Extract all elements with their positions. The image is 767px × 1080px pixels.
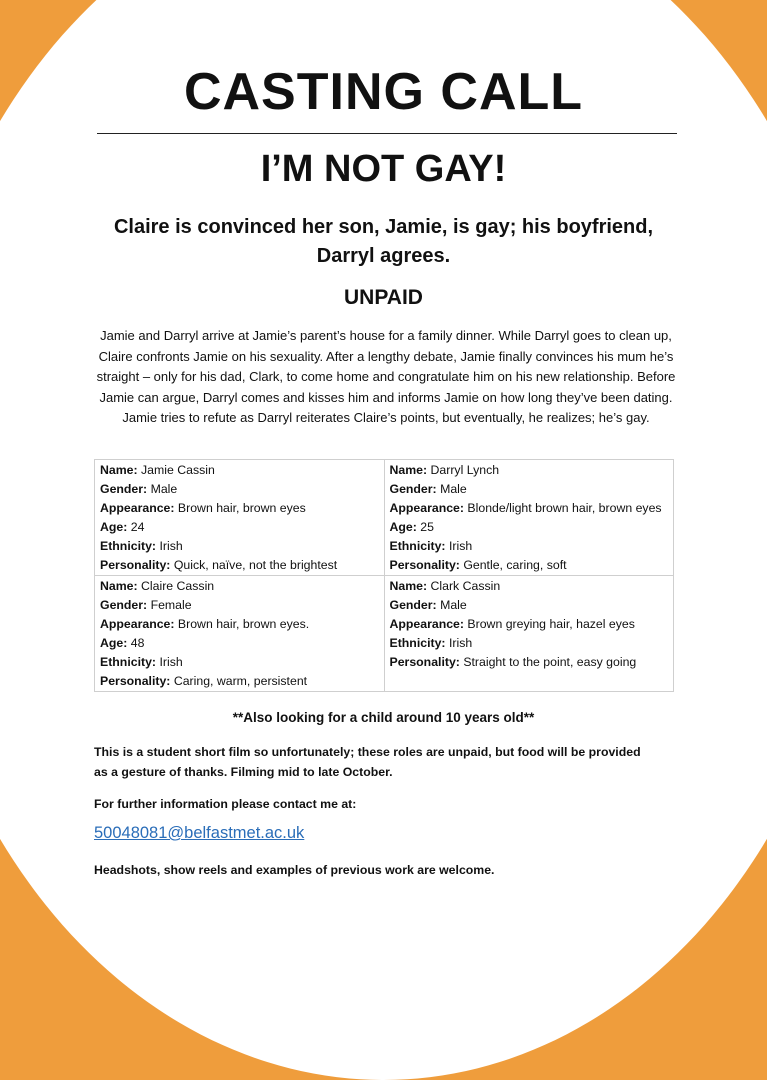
character-gender: Female: [150, 598, 192, 612]
gender-label: Gender:: [389, 598, 437, 612]
character-name: Clark Cassin: [430, 579, 501, 593]
character-name: Claire Cassin: [141, 579, 215, 593]
character-appearance: Brown hair, brown eyes.: [177, 617, 310, 631]
character-personality: Gentle, caring, soft: [463, 558, 567, 572]
character-appearance: Brown greying hair, hazel eyes: [467, 617, 635, 631]
ethnicity-label: Ethnicity:: [100, 539, 157, 553]
character-personality: Quick, naïve, not the brightest: [173, 558, 338, 572]
character-personality: Straight to the point, easy going: [463, 655, 637, 669]
character-gender: Male: [440, 482, 467, 496]
age-label: Age:: [100, 520, 128, 534]
name-label: Name:: [389, 579, 428, 593]
character-ethnicity: Irish: [448, 539, 473, 553]
table-row: [95, 576, 674, 692]
character-ethnicity: Irish: [159, 655, 183, 669]
character-gender: Male: [150, 482, 178, 496]
character-ethnicity: Irish: [159, 539, 183, 553]
character-age: 24: [130, 520, 145, 534]
personality-label: Personality:: [389, 558, 460, 572]
name-label: Name:: [100, 463, 138, 477]
personality-label: Personality:: [100, 674, 171, 688]
character-cell-claire: [95, 576, 385, 692]
age-label: Age:: [389, 520, 417, 534]
contact-prompt: For further information please contact me at:: [94, 797, 357, 811]
ethnicity-label: Ethnicity:: [389, 636, 446, 650]
pay-status: UNPAID: [344, 286, 423, 309]
character-name: Jamie Cassin: [141, 463, 215, 477]
child-role-note: **Also looking for a child around 10 years old**: [232, 710, 535, 725]
character-appearance: Blonde/light brown hair, brown eyes: [467, 501, 662, 515]
ethnicity-label: Ethnicity:: [389, 539, 446, 553]
character-age: 25: [420, 520, 434, 534]
personality-label: Personality:: [100, 558, 171, 572]
character-appearance: Brown hair, brown eyes: [177, 501, 306, 515]
page-title: CASTING CALL: [183, 63, 584, 121]
title-divider: [97, 133, 677, 134]
appearance-label: Appearance:: [100, 617, 175, 631]
gender-label: Gender:: [389, 482, 437, 496]
appearance-label: Appearance:: [389, 617, 464, 631]
appearance-label: Appearance:: [100, 501, 175, 515]
age-label: Age:: [100, 636, 128, 650]
contact-email-link[interactable]: 50048081@belfastmet.ac.uk: [94, 824, 305, 842]
appearance-label: Appearance:: [389, 501, 464, 515]
table-row: [95, 460, 674, 576]
character-ethnicity: Irish: [448, 636, 473, 650]
character-table: [94, 459, 674, 692]
gender-label: Gender:: [100, 598, 148, 612]
film-title: I’M NOT GAY!: [260, 148, 507, 190]
character-cell-darryl: [384, 460, 674, 576]
ethnicity-label: Ethnicity:: [100, 655, 157, 669]
character-gender: Male: [440, 598, 467, 612]
logline: Claire is convinced her son, Jamie, is gay; his boyfriend, Darryl agrees.: [113, 216, 654, 267]
closing-note: Headshots, show reels and examples of previous work are welcome.: [94, 863, 495, 877]
synopsis: Jamie and Darryl arrive at Jamie’s parent’s house for a family dinner. While Darryl goes to clean up, Claire confronts Jamie on his sexuality. After a lengthy debate, Jamie finally convinces his mum he’s straight – only for his dad, Clark, to come home and congratulate him on his new relationship. Before Jamie can argue, Darryl comes and kisses him and informs Jamie on how long they’ve been dating. Jamie tries to refute as Darryl reiterates Claire’s points, but eventually, he realizes; he’s gay.: [96, 328, 676, 425]
character-age: 48: [130, 636, 145, 650]
name-label: Name:: [100, 579, 138, 593]
character-name: Darryl Lynch: [430, 463, 500, 477]
character-cell-clark: [384, 576, 674, 692]
personality-label: Personality:: [389, 655, 460, 669]
character-personality: Caring, warm, persistent: [173, 674, 308, 688]
name-label: Name:: [389, 463, 428, 477]
character-cell-jamie: [95, 460, 385, 576]
student-film-note: This is a student short film so unfortunately; these roles are unpaid, but food will be provided as a gesture of thanks. Filming mid to late October.: [94, 745, 641, 779]
gender-label: Gender:: [100, 482, 148, 496]
